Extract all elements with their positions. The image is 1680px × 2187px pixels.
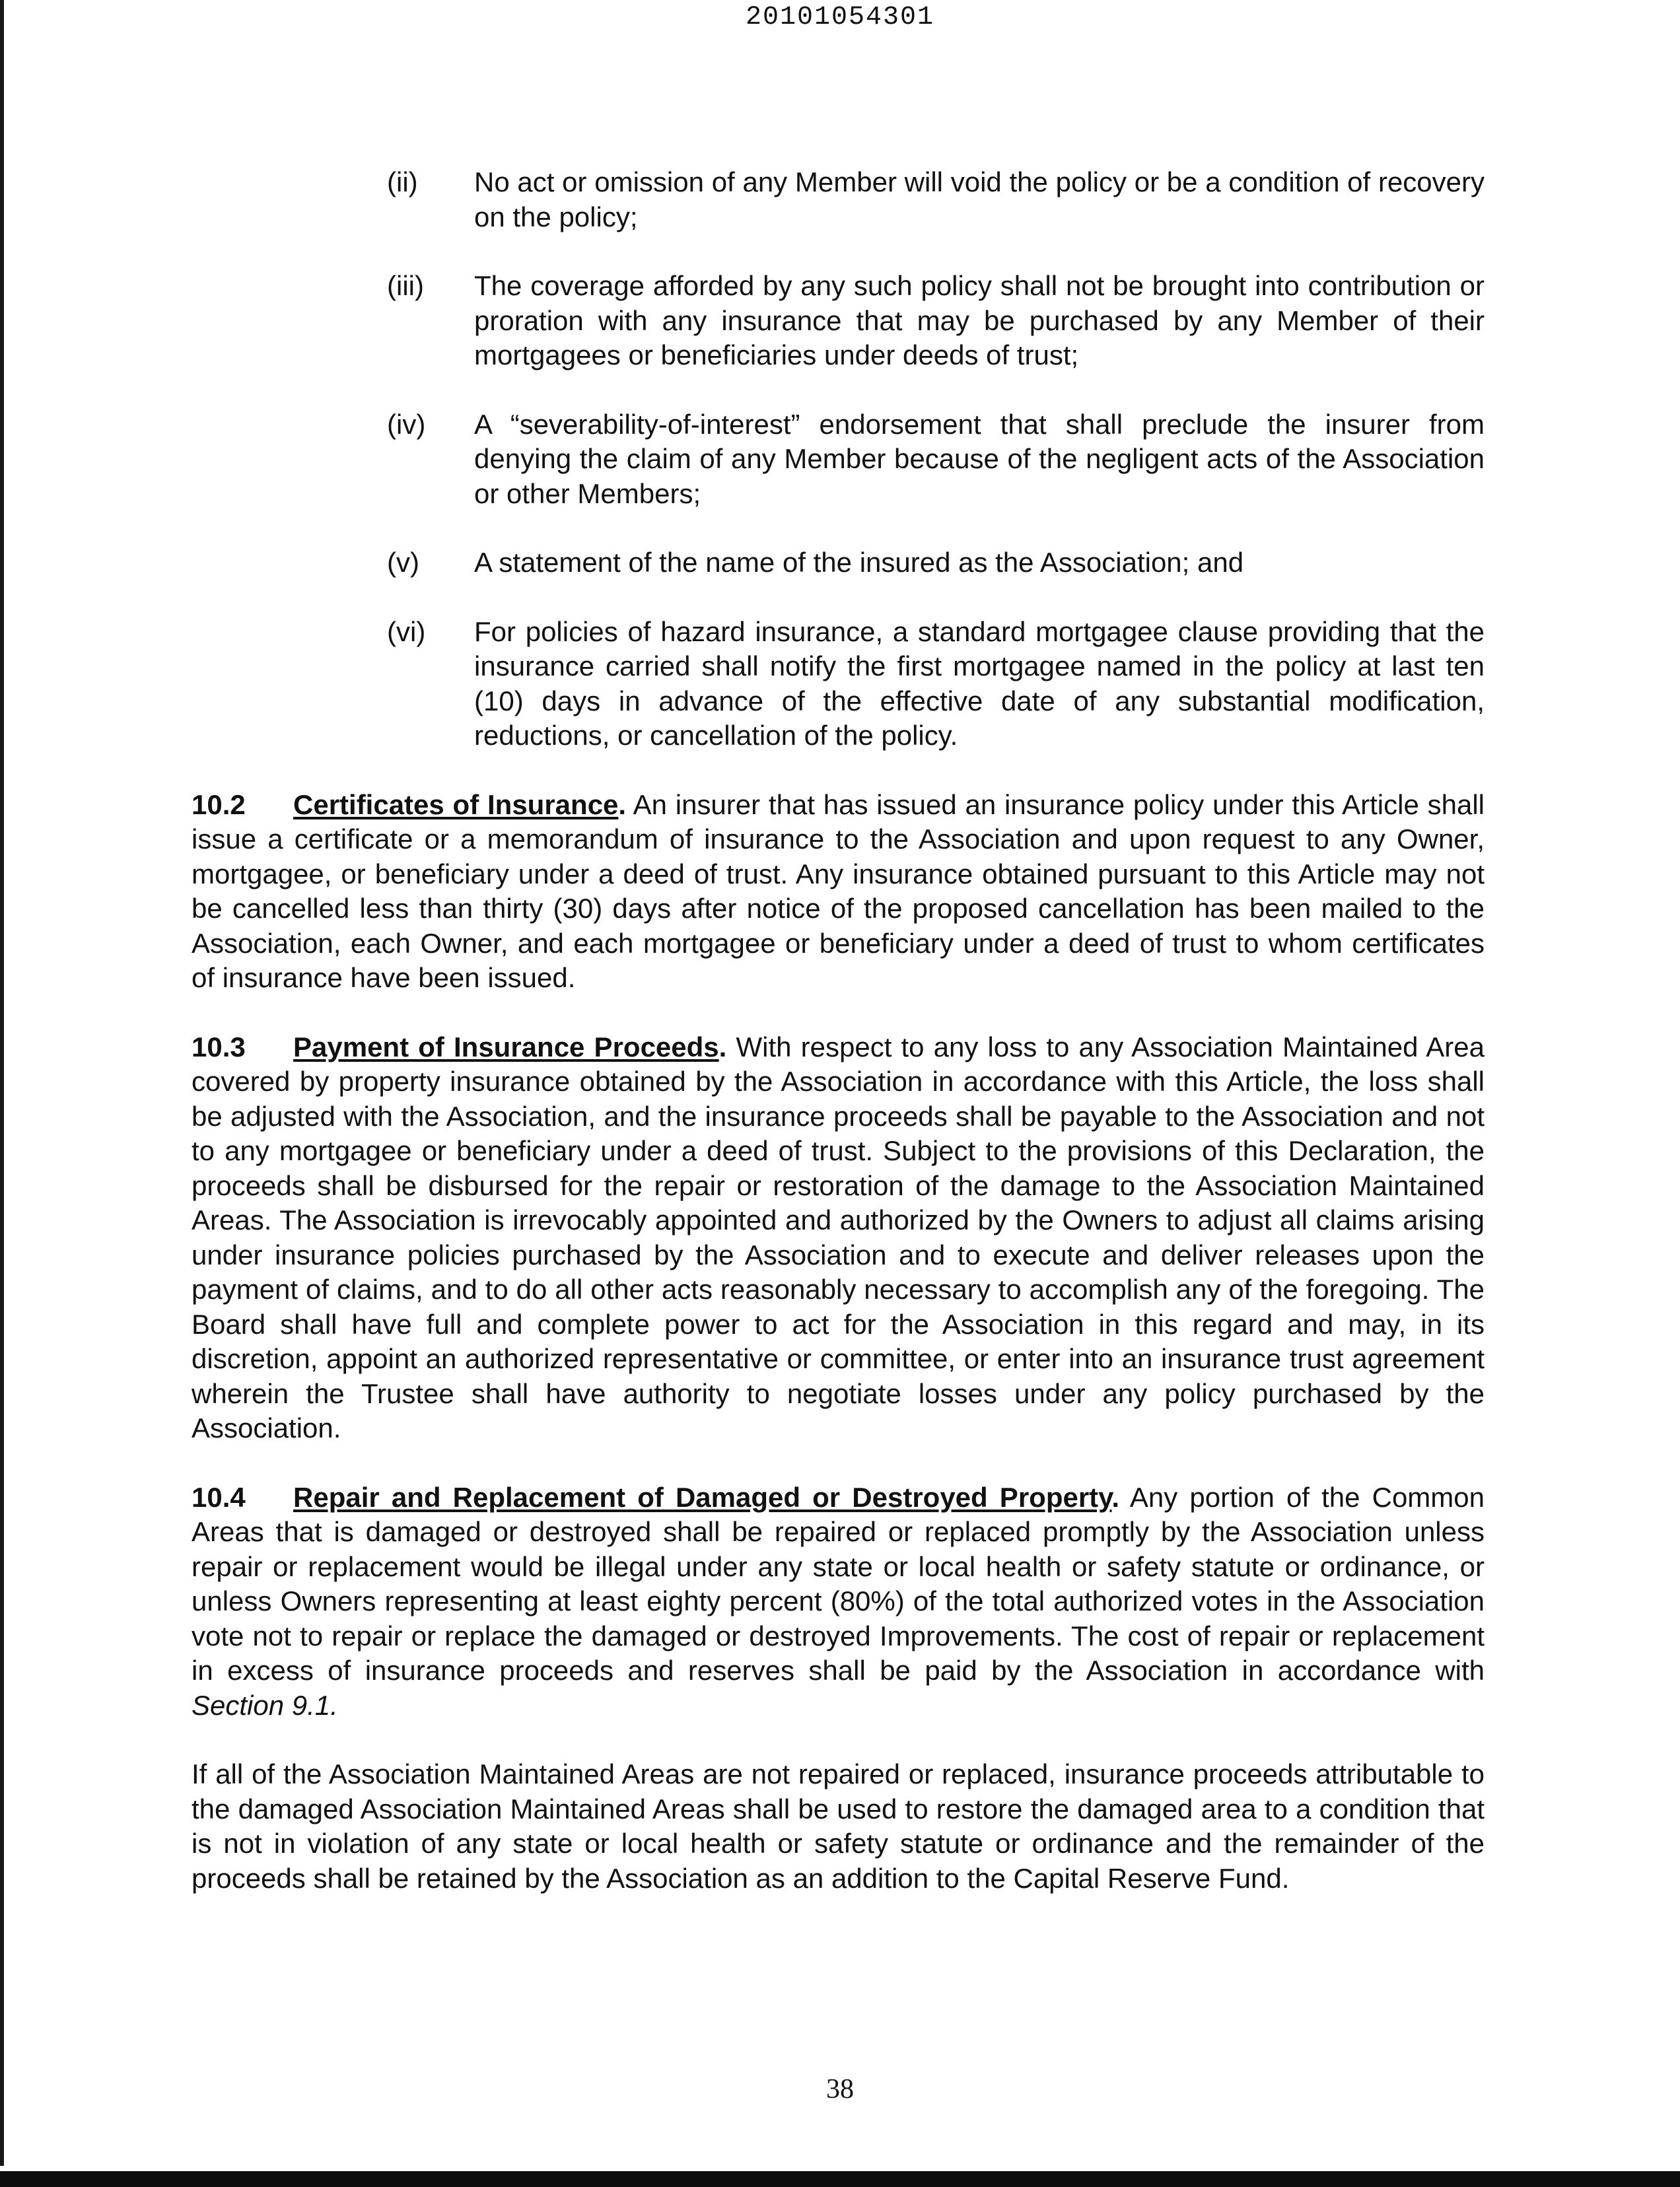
list-item-text: For policies of hazard insurance, a standard mortgagee clause providing that the insurance carried shall notify the first mortgagee named in the policy at last ten (10) days in advance of the effective date of any substantial modification, reductions, or cancellation of the policy. <box>474 615 1485 751</box>
list-item-number: (vi) <box>387 615 426 647</box>
list-item-text: A “severability-of-interest” endorsement that shall preclude the insurer from denying the claim of any Member because of the negligent acts of the Association or other Members; <box>474 408 1485 509</box>
list-item-ii <box>387 165 1485 234</box>
scan-bottom-edge <box>0 2171 1680 2187</box>
section-body: Any portion of the Common Areas that is damaged or destroyed shall be repaired or replaced promptly by the Association unless repair or replacement would be illegal under any state or local health or safety statute or ordinance, or unless Owners representing at least eighty percent (80%) of the total authorized votes in the Association vote not to repair or replace the damaged or destroyed Improvements. The cost of repair or replacement in excess of insurance proceeds and reserves shall be paid by the Association in accordance with <box>192 1481 1485 1686</box>
list-item-text: No act or omission of any Member will void the policy or be a condition of recovery on the policy; <box>474 166 1485 232</box>
section-number: 10.4 <box>192 1481 246 1513</box>
list-item-text: A statement of the name of the insured as the Association; and <box>474 547 1244 578</box>
list-item-number: (iv) <box>387 408 426 440</box>
list-item-number: (v) <box>387 547 419 578</box>
list-item-iv <box>387 407 1485 512</box>
section-10-4: 10.4 Repair and Replacement of Damaged or Destroyed Property. Any portion of the Common Areas that is damaged or destroyed shall be repaired or replaced promptly by the Association unless repair or replacement would be illegal under any state or local health or safety statute or ordinance, or unless Owners representing at least eighty percent (80%) of the total authorized votes in the Association vote not to repair or replace the damaged or destroyed Improvements. The cost of repair or replacement in excess of insurance proceeds and reserves shall be paid by the Association in accordance with Section 9.1. <box>192 1481 1485 1721</box>
section-number: 10.2 <box>192 788 246 820</box>
section-10-4-followup: If all of the Association Maintained Areas are not repaired or replaced, insurance proceeds attributable to the damaged Association Maintained Areas shall be used to restore the damaged area to a condition that is not in violation of any state or local health or safety statute or ordinance and the remainder of the proceeds shall be retained by the Association as an addition to the Capital Reserve Fund. <box>192 1758 1485 1894</box>
scan-left-edge <box>0 0 4 2166</box>
section-reference: Section 9.1. <box>192 1689 338 1721</box>
list-item-number: (ii) <box>387 166 418 197</box>
page-number: 38 <box>826 2074 854 2104</box>
list-item-number: (iii) <box>387 270 424 301</box>
section-number: 10.3 <box>192 1031 246 1062</box>
list-item-iii <box>387 269 1485 373</box>
section-title: Payment of Insurance Proceeds <box>293 1031 719 1062</box>
section-body: With respect to any loss to any Association Maintained Area covered by property insurance obtained by the Association in accordance with this Article, the loss shall be adjusted with the Association, and the insurance proceeds shall be payable to the Association and not to any mortgagee or beneficiary under a deed of trust. Subject to the provisions of this Declaration, the proceeds shall be disbursed for the repair or restoration of the damage to the Association Maintained Areas. The Association is irrevocably appointed and authorized by the Owners to adjust all claims arising under insurance policies purchased by the Association and to execute and deliver releases upon the payment of claims, and to do all other acts reasonably necessary to accomplish any of the foregoing. The Board shall have full and complete power to act for the Association in this regard and may, in its discretion, appoint an authorized representative or committee, or enter into an insurance trust agreement wherein the Trustee shall have authority to negotiate losses under any policy purchased by the Association. <box>192 1031 1485 1443</box>
list-item-text: The coverage afforded by any such policy shall not be brought into contribution or proration with any insurance that may be purchased by any Member of their mortgagees or beneficiaries under deeds of trust; <box>474 270 1485 370</box>
list-item-v <box>387 545 1485 580</box>
section-10-2: 10.2 Certificates of Insurance. An insurer that has issued an insurance policy under this Article shall issue a certificate or a memorandum of insurance to the Association and upon request to any Owner, mortgagee, or beneficiary under a deed of trust. Any insurance obtained pursuant to this Article may not be cancelled less than thirty (30) days after notice of the proposed cancellation has been mailed to the Association, each Owner, and each mortgagee or beneficiary under a deed of trust to whom certificates of insurance have been issued. <box>192 788 1485 993</box>
page-body <box>192 165 1485 1930</box>
list-item-vi <box>387 615 1485 753</box>
section-body: An insurer that has issued an insurance policy under this Article shall issue a certificate or a memorandum of insurance to the Association and upon request to any Owner, mortgagee, or beneficiary under a deed of trust. Any insurance obtained pursuant to this Article may not be cancelled less than thirty (30) days after notice of the proposed cancellation has been mailed to the Association, each Owner, and each mortgagee or beneficiary under a deed of trust to whom certificates of insurance have been issued. <box>192 788 1485 993</box>
document-number: 20101054301 <box>745 3 935 32</box>
section-10-3: 10.3 Payment of Insurance Proceeds. With respect to any loss to any Association Maintained Area covered by property insurance obtained by the Association in accordance with this Article, the loss shall be adjusted with the Association, and the insurance proceeds shall be payable to the Association and not to any mortgagee or beneficiary under a deed of trust. Subject to the provisions of this Declaration, the proceeds shall be disbursed for the repair or restoration of the damage to the Association Maintained Areas. The Association is irrevocably appointed and authorized by the Owners to adjust all claims arising under insurance policies purchased by the Association and to execute and deliver releases upon the payment of claims, and to do all other acts reasonably necessary to accomplish any of the foregoing. The Board shall have full and complete power to act for the Association in this regard and may, in its discretion, appoint an authorized representative or committee, or enter into an insurance trust agreement wherein the Trustee shall have authority to negotiate losses under any policy purchased by the Association. <box>192 1031 1485 1443</box>
section-title: Certificates of Insurance <box>293 788 619 820</box>
section-title: Repair and Replacement of Damaged or Destroyed Property <box>293 1481 1112 1513</box>
